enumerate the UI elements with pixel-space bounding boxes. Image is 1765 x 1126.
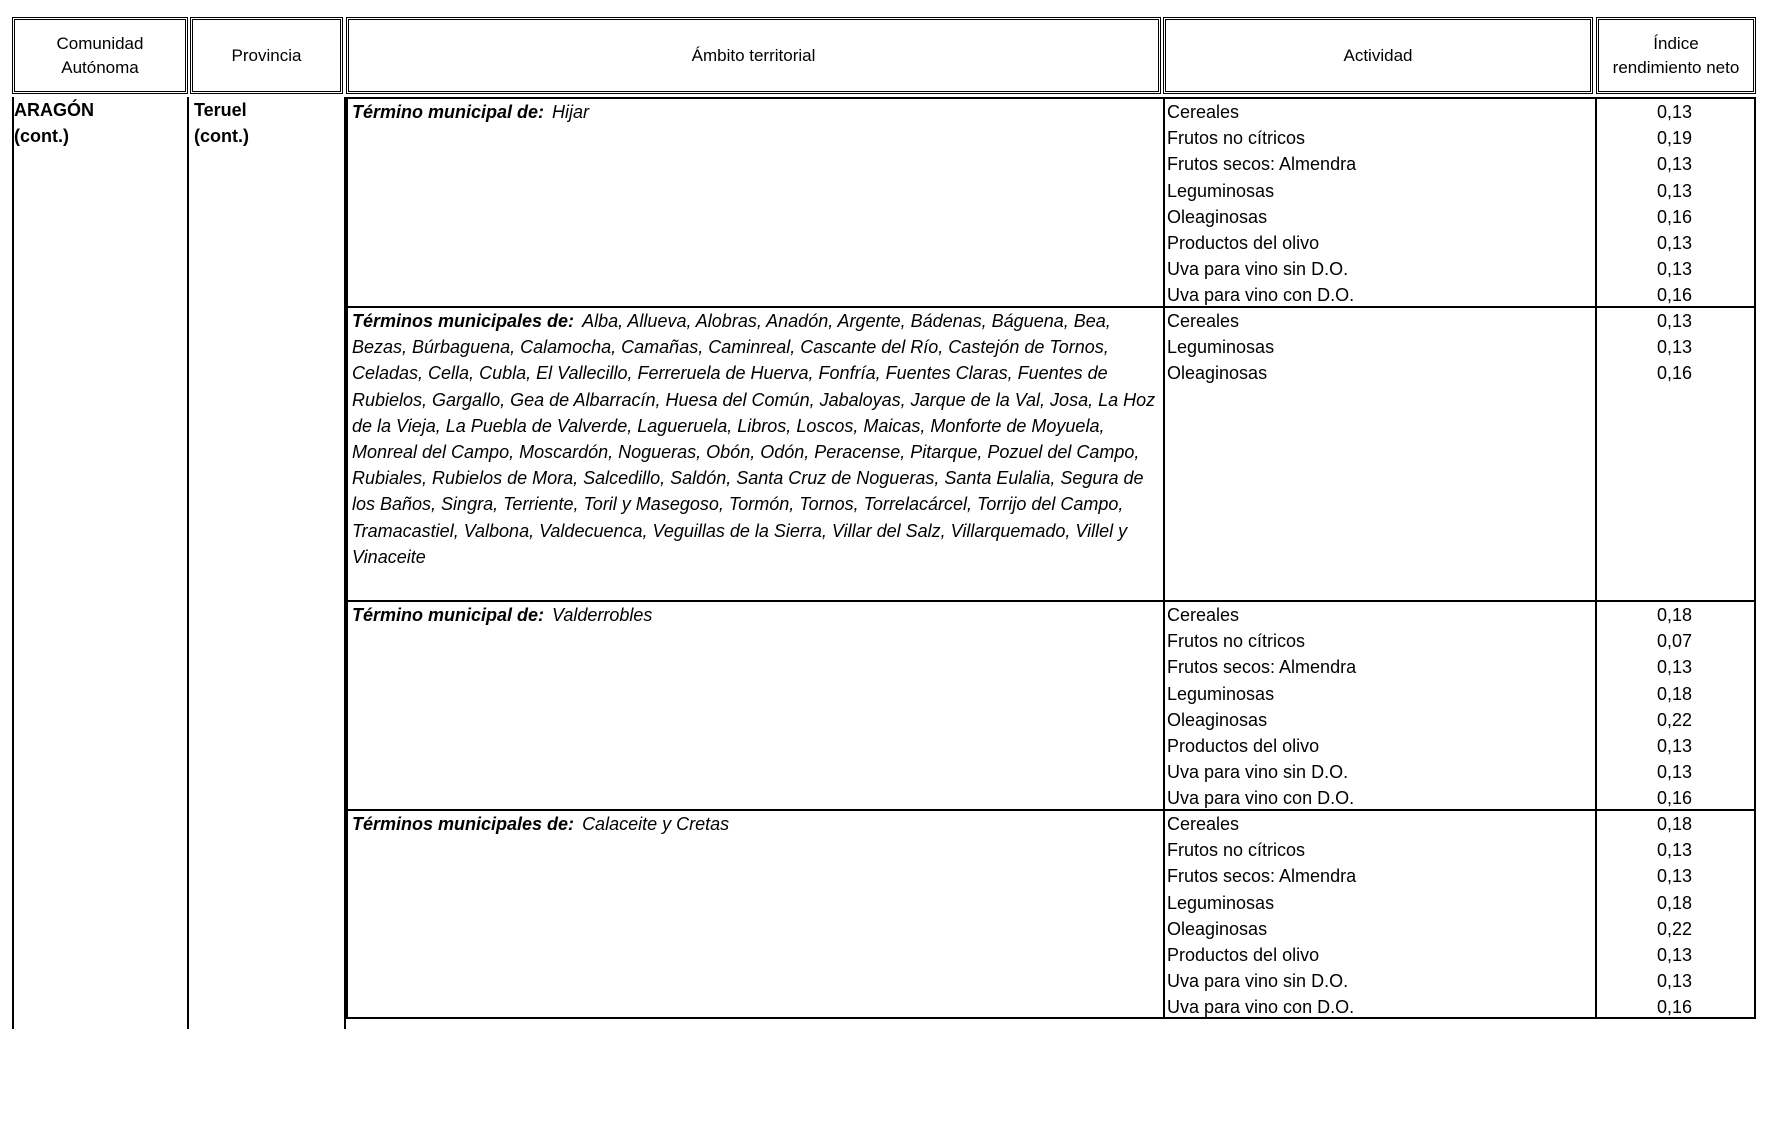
- indice-cell: 0,13: [1656, 736, 1693, 757]
- header-provincia-text: Provincia: [231, 45, 302, 65]
- col-divider-actividad: [1163, 97, 1165, 306]
- header-provincia: [190, 17, 343, 94]
- actividad-cell: Uva para vino sin D.O.: [1167, 259, 1349, 280]
- col-divider-actividad: [1163, 809, 1165, 1017]
- indice-cell: 0,19: [1656, 128, 1693, 149]
- ambito-label: Término municipal de:: [352, 605, 545, 625]
- header-ambito: [346, 17, 1161, 94]
- ambito-group: [346, 97, 1756, 306]
- provincia-cont: (cont.): [194, 126, 249, 146]
- actividad-cell: Cereales: [1167, 605, 1240, 625]
- actividad-cell: Oleaginosas: [1167, 709, 1268, 730]
- actividad-cell: Uva para vino con D.O.: [1167, 788, 1355, 809]
- col-divider-actividad: [1163, 306, 1165, 600]
- indice-cell: 0,18: [1656, 892, 1693, 913]
- indice-cell: 0,13: [1656, 233, 1693, 254]
- indice-cell: 0,13: [1656, 762, 1693, 783]
- actividad-cell: Leguminosas: [1167, 683, 1275, 704]
- indice-list: [1597, 811, 1752, 1021]
- actividad-list: [1167, 811, 1587, 1021]
- actividad-cell: Oleaginosas: [1167, 206, 1268, 227]
- actividad-cell: Leguminosas: [1167, 337, 1275, 358]
- ambito-text: [352, 308, 1162, 570]
- left-border: [12, 97, 14, 1029]
- actividad-list: [1167, 602, 1587, 812]
- col-divider-provincia: [187, 97, 189, 1029]
- actividad-list: [1167, 308, 1587, 387]
- comunidad-cell: [14, 97, 94, 149]
- header-indice: [1596, 17, 1756, 94]
- actividad-cell: Uva para vino con D.O.: [1167, 285, 1355, 306]
- indice-list: [1597, 99, 1752, 309]
- provincia-name: Teruel: [194, 100, 247, 120]
- indice-cell: 0,22: [1656, 709, 1693, 730]
- indice-cell: 0,13: [1656, 259, 1693, 280]
- actividad-cell: Oleaginosas: [1167, 363, 1268, 384]
- indice-cell: 0,16: [1656, 206, 1693, 227]
- header-indice-text: Índice rendimiento neto: [1612, 33, 1740, 77]
- ambito-group: [346, 306, 1756, 600]
- header-actividad-text: Actividad: [1343, 45, 1413, 65]
- actividad-cell: Productos del olivo: [1167, 736, 1320, 757]
- indice-cell: 0,16: [1656, 788, 1693, 809]
- table-body: [12, 97, 1756, 1029]
- indice-cell: 0,18: [1656, 605, 1693, 625]
- actividad-cell: Frutos secos: Almendra: [1167, 657, 1357, 678]
- ambito-places: Calaceite y Cretas: [582, 814, 730, 834]
- actividad-cell: Leguminosas: [1167, 892, 1275, 913]
- actividad-cell: Uva para vino con D.O.: [1167, 997, 1355, 1018]
- provincia-cell: [194, 97, 249, 149]
- actividad-list: [1167, 99, 1587, 309]
- indice-cell: 0,07: [1656, 631, 1693, 652]
- indice-cell: 0,18: [1656, 814, 1693, 834]
- ambito-places: Alba, Allueva, Alobras, Anadón, Argente, Bádenas, Báguena, Bea, Bezas, Búrbaguena, Calamocha, Camañas, Caminreal, Cascante del Río, Castejón de Tornos, Celadas, Cella, Cubla, El Vallecillo, Ferreruela de Huerva, Fonfría, Fuentes Claras, Fuentes de Rubielos, Gargallo, Gea de Albarracín, Huesa del Común, Jabaloyas, Jarque de la Val, Josa, La Hoz de la Vieja, La Puebla de Valverde, Lagueruela, Libros, Loscos, Maicas, Monforte de Moyuela, Monreal del Campo, Moscardón, Nogueras, Obón, Odón, Peracense, Pitarque, Pozuel del Campo, Rubiales, Rubielos de Mora, Salcedillo, Saldón, Santa Cruz de Nogueras, Santa Eulalia, Segura de los Baños, Singra, Terriente, Toril y Masegoso, Tormón, Tornos, Torrelacárcel, Torrijo del Campo, Tramacastiel, Valbona, Valdecuenca, Veguillas de la Sierra, Villar del Salz, Villarquemado, Villel y Vinaceite: [352, 311, 1156, 567]
- actividad-cell: Uva para vino sin D.O.: [1167, 762, 1349, 783]
- ambito-label: Término municipal de:: [352, 102, 545, 122]
- indice-cell: 0,13: [1656, 945, 1693, 966]
- actividad-cell: Leguminosas: [1167, 180, 1275, 201]
- indice-cell: 0,13: [1656, 102, 1693, 122]
- indice-cell: 0,16: [1656, 285, 1693, 306]
- comunidad-cont: (cont.): [14, 126, 69, 146]
- col-divider-actividad: [1163, 600, 1165, 809]
- indice-cell: 0,16: [1656, 997, 1693, 1018]
- header-comunidad: [12, 17, 188, 94]
- comunidad-name: ARAGÓN: [14, 100, 94, 120]
- actividad-cell: Productos del olivo: [1167, 945, 1320, 966]
- header-actividad: [1163, 17, 1593, 94]
- indice-cell: 0,13: [1656, 337, 1693, 358]
- actividad-cell: Cereales: [1167, 311, 1240, 331]
- indice-cell: 0,13: [1656, 866, 1693, 887]
- ambito-places: Hijar: [552, 102, 590, 122]
- ambito-label: Términos municipales de:: [352, 311, 575, 331]
- indice-cell: 0,16: [1656, 363, 1693, 384]
- indice-cell: 0,13: [1656, 657, 1693, 678]
- header-comunidad-text: Comunidad Autónoma: [56, 33, 144, 77]
- ambito-group: [346, 600, 1756, 809]
- ambito-text: [352, 602, 1162, 628]
- indice-cell: 0,13: [1656, 180, 1693, 201]
- indice-cell: 0,22: [1656, 918, 1693, 939]
- indice-cell: 0,18: [1656, 683, 1693, 704]
- ambito-group: [346, 809, 1756, 1019]
- ambito-label: Términos municipales de:: [352, 814, 575, 834]
- actividad-cell: Frutos secos: Almendra: [1167, 866, 1357, 887]
- indice-list: [1597, 602, 1752, 812]
- actividad-cell: Cereales: [1167, 102, 1240, 122]
- actividad-cell: Oleaginosas: [1167, 918, 1268, 939]
- actividad-cell: Frutos no cítricos: [1167, 128, 1306, 149]
- indice-cell: 0,13: [1656, 311, 1693, 331]
- header-ambito-text: Ámbito territorial: [691, 45, 816, 65]
- actividad-cell: Productos del olivo: [1167, 233, 1320, 254]
- actividad-cell: Frutos no cítricos: [1167, 631, 1306, 652]
- indice-cell: 0,13: [1656, 971, 1693, 992]
- actividad-cell: Frutos no cítricos: [1167, 840, 1306, 861]
- actividad-cell: Cereales: [1167, 814, 1240, 834]
- indice-cell: 0,13: [1656, 840, 1693, 861]
- actividad-cell: Frutos secos: Almendra: [1167, 154, 1357, 175]
- ambito-places: Valderrobles: [552, 605, 653, 625]
- indice-list: [1597, 308, 1752, 387]
- indice-cell: 0,13: [1656, 154, 1693, 175]
- actividad-cell: Uva para vino sin D.O.: [1167, 971, 1349, 992]
- ambito-text: [352, 811, 1162, 837]
- ambito-text: [352, 99, 1162, 125]
